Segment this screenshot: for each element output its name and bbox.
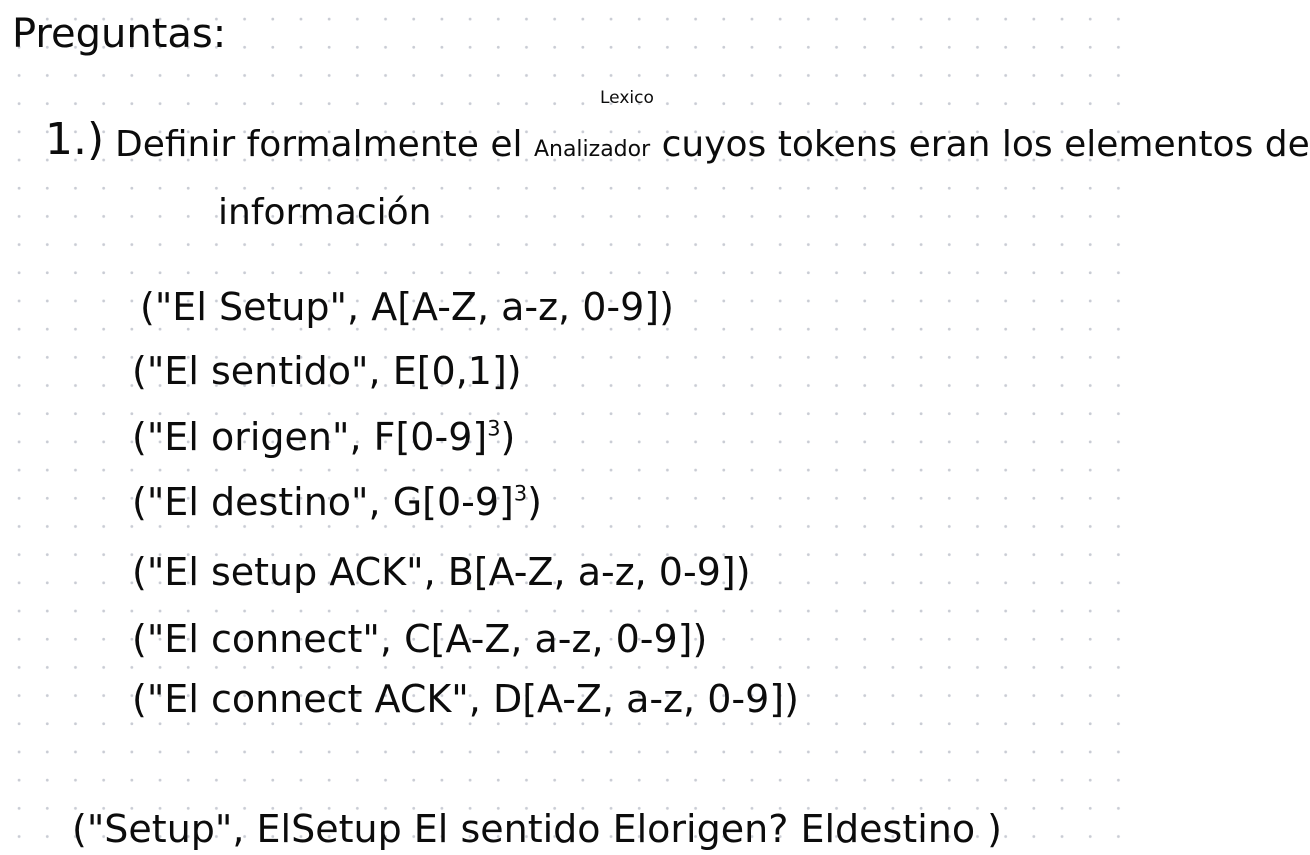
token-pattern: D[A-Z, a-z, 0-9] [492, 677, 785, 721]
token-pattern: F[0-9] [373, 415, 488, 459]
question-text-start: Definir formalmente el [115, 124, 523, 165]
token-row: ("El connect", C[A-Z, a-z, 0-9]) [132, 617, 708, 661]
token-name: "El sentido" [146, 349, 369, 393]
token-exponent: 3 [513, 481, 528, 506]
token-name: "El connect ACK" [146, 677, 469, 721]
token-row: ("El origen", $F[0-9]^3$) [132, 415, 516, 459]
token-name: "El Setup" [154, 285, 348, 329]
token-pattern: A[A-Z, a-z, 0-9] [371, 285, 660, 329]
question-small-word: Analizador [533, 137, 651, 162]
question-text-end: cuyos tokens eran los elementos de [661, 124, 1310, 165]
page-heading: Preguntas: [12, 11, 227, 57]
token-row: ("El setup ACK", B[A-Z, a-z, 0-9]) [132, 550, 751, 594]
token-name: "El origen" [146, 415, 350, 459]
token-name: "El connect" [146, 617, 380, 661]
final-line: ("Setup", ElSetup El sentido Elorigen? Eldestino ) [72, 807, 1002, 851]
token-row: ("El connect ACK", D[A-Z, a-z, 0-9]) [132, 677, 799, 721]
question-number: 1.) [45, 114, 105, 165]
superscript-word: Lexico [600, 88, 654, 108]
token-row: ("El sentido", E[0,1]) [132, 349, 522, 393]
token-row: ("El destino", $G[0-9]^3$) [132, 480, 542, 524]
question-continuation: información [218, 192, 432, 233]
question-line [115, 124, 1310, 165]
token-pattern: B[A-Z, a-z, 0-9] [447, 550, 736, 594]
token-pattern: E[0,1] [392, 349, 507, 393]
token-name: "El setup ACK" [146, 550, 424, 594]
token-name: "El destino" [146, 480, 369, 524]
token-pattern: G[0-9] [392, 480, 514, 524]
token-pattern: C[A-Z, a-z, 0-9] [404, 617, 693, 661]
token-row: ("El Setup", A[A-Z, a-z, 0-9]) [140, 285, 674, 329]
token-exponent: 3 [487, 416, 501, 441]
